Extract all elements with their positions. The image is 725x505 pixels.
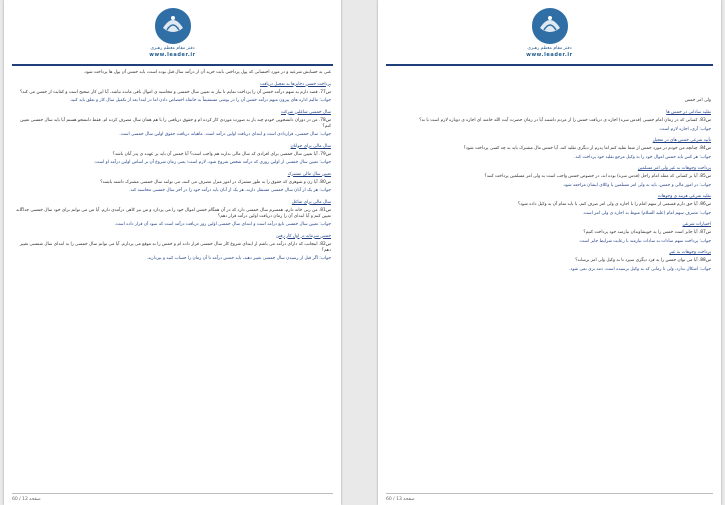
question-text: س83. کسانی که در زمان امام خمینی (قدس سره) اجازه ی دریافت خمس را از مردم داشتند آیا در زمان حضرت آیت الله خامنه ای اجازه ی دوباره لازم است یا نه؟ xyxy=(419,118,711,123)
qa-section xyxy=(14,197,331,229)
leader-logo xyxy=(510,6,590,59)
section-heading[interactable]: تعیین سال مالی مشترک xyxy=(287,171,331,177)
answer-text: جواب: مالیم اداره های پیرون مبهم درآمد خمس آن را در بوشی مستقیماً به خانقاه اختصاص دادن اما در ابتدا بعد از تکمیل سال کار و تعلق باید کنید. xyxy=(69,98,331,103)
qa-section xyxy=(14,169,331,195)
qa-section xyxy=(388,135,711,161)
qa-section xyxy=(388,107,711,133)
question-text: س87. آیا جایز است خمس را به خویشاوندان نیازمند خود پرداخت کنیم؟ xyxy=(583,230,711,235)
logo-caption: دفتر مقام معظم رهبری xyxy=(150,46,195,51)
question-text: س86. آیا حق دارم قسمتی از سهم امام را با اجازه ی ولی امر صرف کنم، یا باید تمام آن به وکیل داده شود؟ xyxy=(517,202,711,207)
answer-text: جواب: پرداخت سهم سادات به سادات نیازمند با رعایت شرایط جایز است. xyxy=(578,238,711,244)
question-text: س82. اینجانب که دارای درآمد می باشم از ابتدای شروع کار سال خمسی قرار داده ام و خمس را به موقع می پردازم. آیا می توانم سال خمسی را به ابتدای سال شمسی تغییر دهم؟ xyxy=(19,241,331,253)
qa-section xyxy=(14,107,331,139)
section-heading[interactable]: پرداخت خمس ذخایرها به تعجیل دریافت xyxy=(260,81,331,87)
qa-section xyxy=(14,231,331,263)
intro-paragraph: غنی به حسابش شرعیه و در مورد احتسابی که پول پرداختی بابت خرید آن از درآمد سال قبل بوده است، باید خمس آن پول ها پرداخت شود. xyxy=(83,70,331,75)
logo-url[interactable]: www.leader.ir xyxy=(149,52,196,58)
qa-section xyxy=(388,163,711,189)
answer-text: جواب: سال خمسی، فراردادی است و ابتدای دریافت اولین درآمد است. ماهیانه دریافت حقوق اولین سال خمسی است. xyxy=(119,132,331,137)
leader-emblem-icon xyxy=(528,6,572,46)
answer-text: جواب: اگر قبل از رسیدن سال خمسی تغییر دهید، باید خمس درآمد تا آن زمان را حساب کنید و بپردازید. xyxy=(146,256,331,261)
qa-section xyxy=(14,79,331,105)
question-text: س81. من زنی خانه دارم، همسرم سال خمسی دارد که در آن همگام خمس اموال خود را می پردازد و من نیز کاهی درآمدی دارم. آیا من می توانم برای خود سال خمسی جداگانه تعیین کنم و آیا ابتدای آن را زمان دریافت اولین درآمد قرار دهم؟ xyxy=(16,207,331,219)
left-page-content xyxy=(14,70,331,265)
question-text: س78. من در دوران دانشجویی خودم چند بار به صورت موردی کار کرده ام و حقوق دریافتی را با هم همان سال مصرف کرده ام. فقط دانشجو هستم آیا باید سال خمسی تعیین کنم؟ xyxy=(20,117,331,129)
right-page-content xyxy=(388,98,711,275)
qa-section xyxy=(388,219,711,245)
chapter-title: ولی امر خمس xyxy=(684,98,711,103)
question-text: س85. آیا بر کسانی که مقلد امام راحل (قدس سره) بوده اند، در خصوص خمس واجب است به ولی امر مسلمین پرداخت کنند؟ xyxy=(484,174,711,179)
answer-text: جواب: تعیین سال خمسی از اولین روزی که درآمد شخص شروع شود، لازم است؛ یعنی زمان شروع آن بر اساس اولین درآمد او است. xyxy=(93,160,331,165)
question-text: س88. آیا می توان خمس را به فرد دیگری سپرد تا به وکیل ولی امر برساند؟ xyxy=(575,258,711,263)
answer-text: جواب: آری، اجازه لازم است. xyxy=(658,126,711,132)
section-heading[interactable]: سال خمسی شاغلین شرکت xyxy=(280,109,331,115)
answer-text: جواب: هر کس باید خمس اموال خود را به وکیل مرجع تقلید خود پرداخت کند. xyxy=(574,154,711,160)
page-number: صفحه 12 / 60 xyxy=(12,497,41,502)
section-heading[interactable]: اختیارات شرعی xyxy=(682,222,711,227)
section-heading[interactable]: تقلید ساداتی در خمس ها xyxy=(666,110,711,115)
footer-rule xyxy=(386,493,713,494)
logo-caption: دفتر مقام معظم رهبری xyxy=(527,46,572,51)
answer-text: جواب: مصرف سهم امام (علیه السلام) منوط به اجازه ی ولی امر است. xyxy=(582,210,711,216)
question-text: س77. قصد دارم به سهم درآمد خمس آن را پرداخت نمایم تا نیاز به تعیین سال خمسی و محاسبه ی اموال باقی مانده نباشد، آیا این کار صحیح است و کفایت از خمس می کند؟ xyxy=(19,89,331,95)
leader-emblem-icon xyxy=(151,6,195,46)
qa-section xyxy=(14,141,331,167)
document-page-right xyxy=(378,0,721,505)
question-text: س84. چنانچه من خودم در مورد خمس از شما تقلید کنم اما پدرم از دیگری تقلید کند، آیا خمس مال مشترک باید به چه کسی پرداخت شود؟ xyxy=(463,146,711,151)
answer-text: جواب: هر یک از آنان سال خمسی مستقل دارند، هر یک از آنان باید درآمد خود را در آخر سال خمسی محاسبه کند. xyxy=(129,188,331,193)
answer-text: جواب: تعیین سال خمسی تابع درآمد است و ابتدای سال خمسی اولین روز دریافت درآمد است که سود آن قرار داده است. xyxy=(114,222,331,227)
footer-rule xyxy=(12,493,333,494)
answer-text: جواب: اشکال ندارد، ولی تا زمانی که به وکیل نرسیده است، ذمه بری نمی شود. xyxy=(569,266,711,272)
document-page-left xyxy=(4,0,341,505)
section-heading[interactable]: خمس سرمایه در اول کار رفتن xyxy=(275,233,331,239)
qa-section xyxy=(388,247,711,273)
question-text: س79. آیا تعیین سال خمسی برای افرادی که سال مالی ندارند هم واجب است؟ آیا خمس آن باید بر عهده ی پدر آنان باشد؟ xyxy=(112,151,331,157)
leader-logo xyxy=(133,6,213,59)
section-heading[interactable]: سال مالی برای شاغل xyxy=(291,199,331,205)
header-rule xyxy=(12,64,333,66)
section-heading[interactable]: پرداخت وجوهات به غیر xyxy=(669,250,711,255)
logo-url[interactable]: www.leader.ir xyxy=(526,52,573,58)
section-heading[interactable]: تأیید شرعی خمس های در تعجیل xyxy=(652,138,711,143)
section-heading[interactable]: سال مالی برای جوانان xyxy=(290,143,331,149)
answer-text: جواب: در امور مالی و خمس، باید به ولی امر مسلمین یا وکلای ایشان مراجعه شود. xyxy=(562,182,711,188)
header-rule xyxy=(386,64,713,66)
question-text: س80. آیا زن و شوهری که حقوق را به طور مشترک در امور منزل مصرف می کنند، می توانند سال خمسی مشترک داشته باشند؟ xyxy=(100,179,331,185)
page-number: صفحه 13 / 60 xyxy=(386,497,415,502)
section-heading[interactable]: پرداخت وجوهات به غیر ولی امر مسلمین xyxy=(637,166,711,171)
qa-section xyxy=(388,191,711,217)
section-heading[interactable]: تقلید شرعی هزینه ی وجوهات xyxy=(657,194,711,199)
